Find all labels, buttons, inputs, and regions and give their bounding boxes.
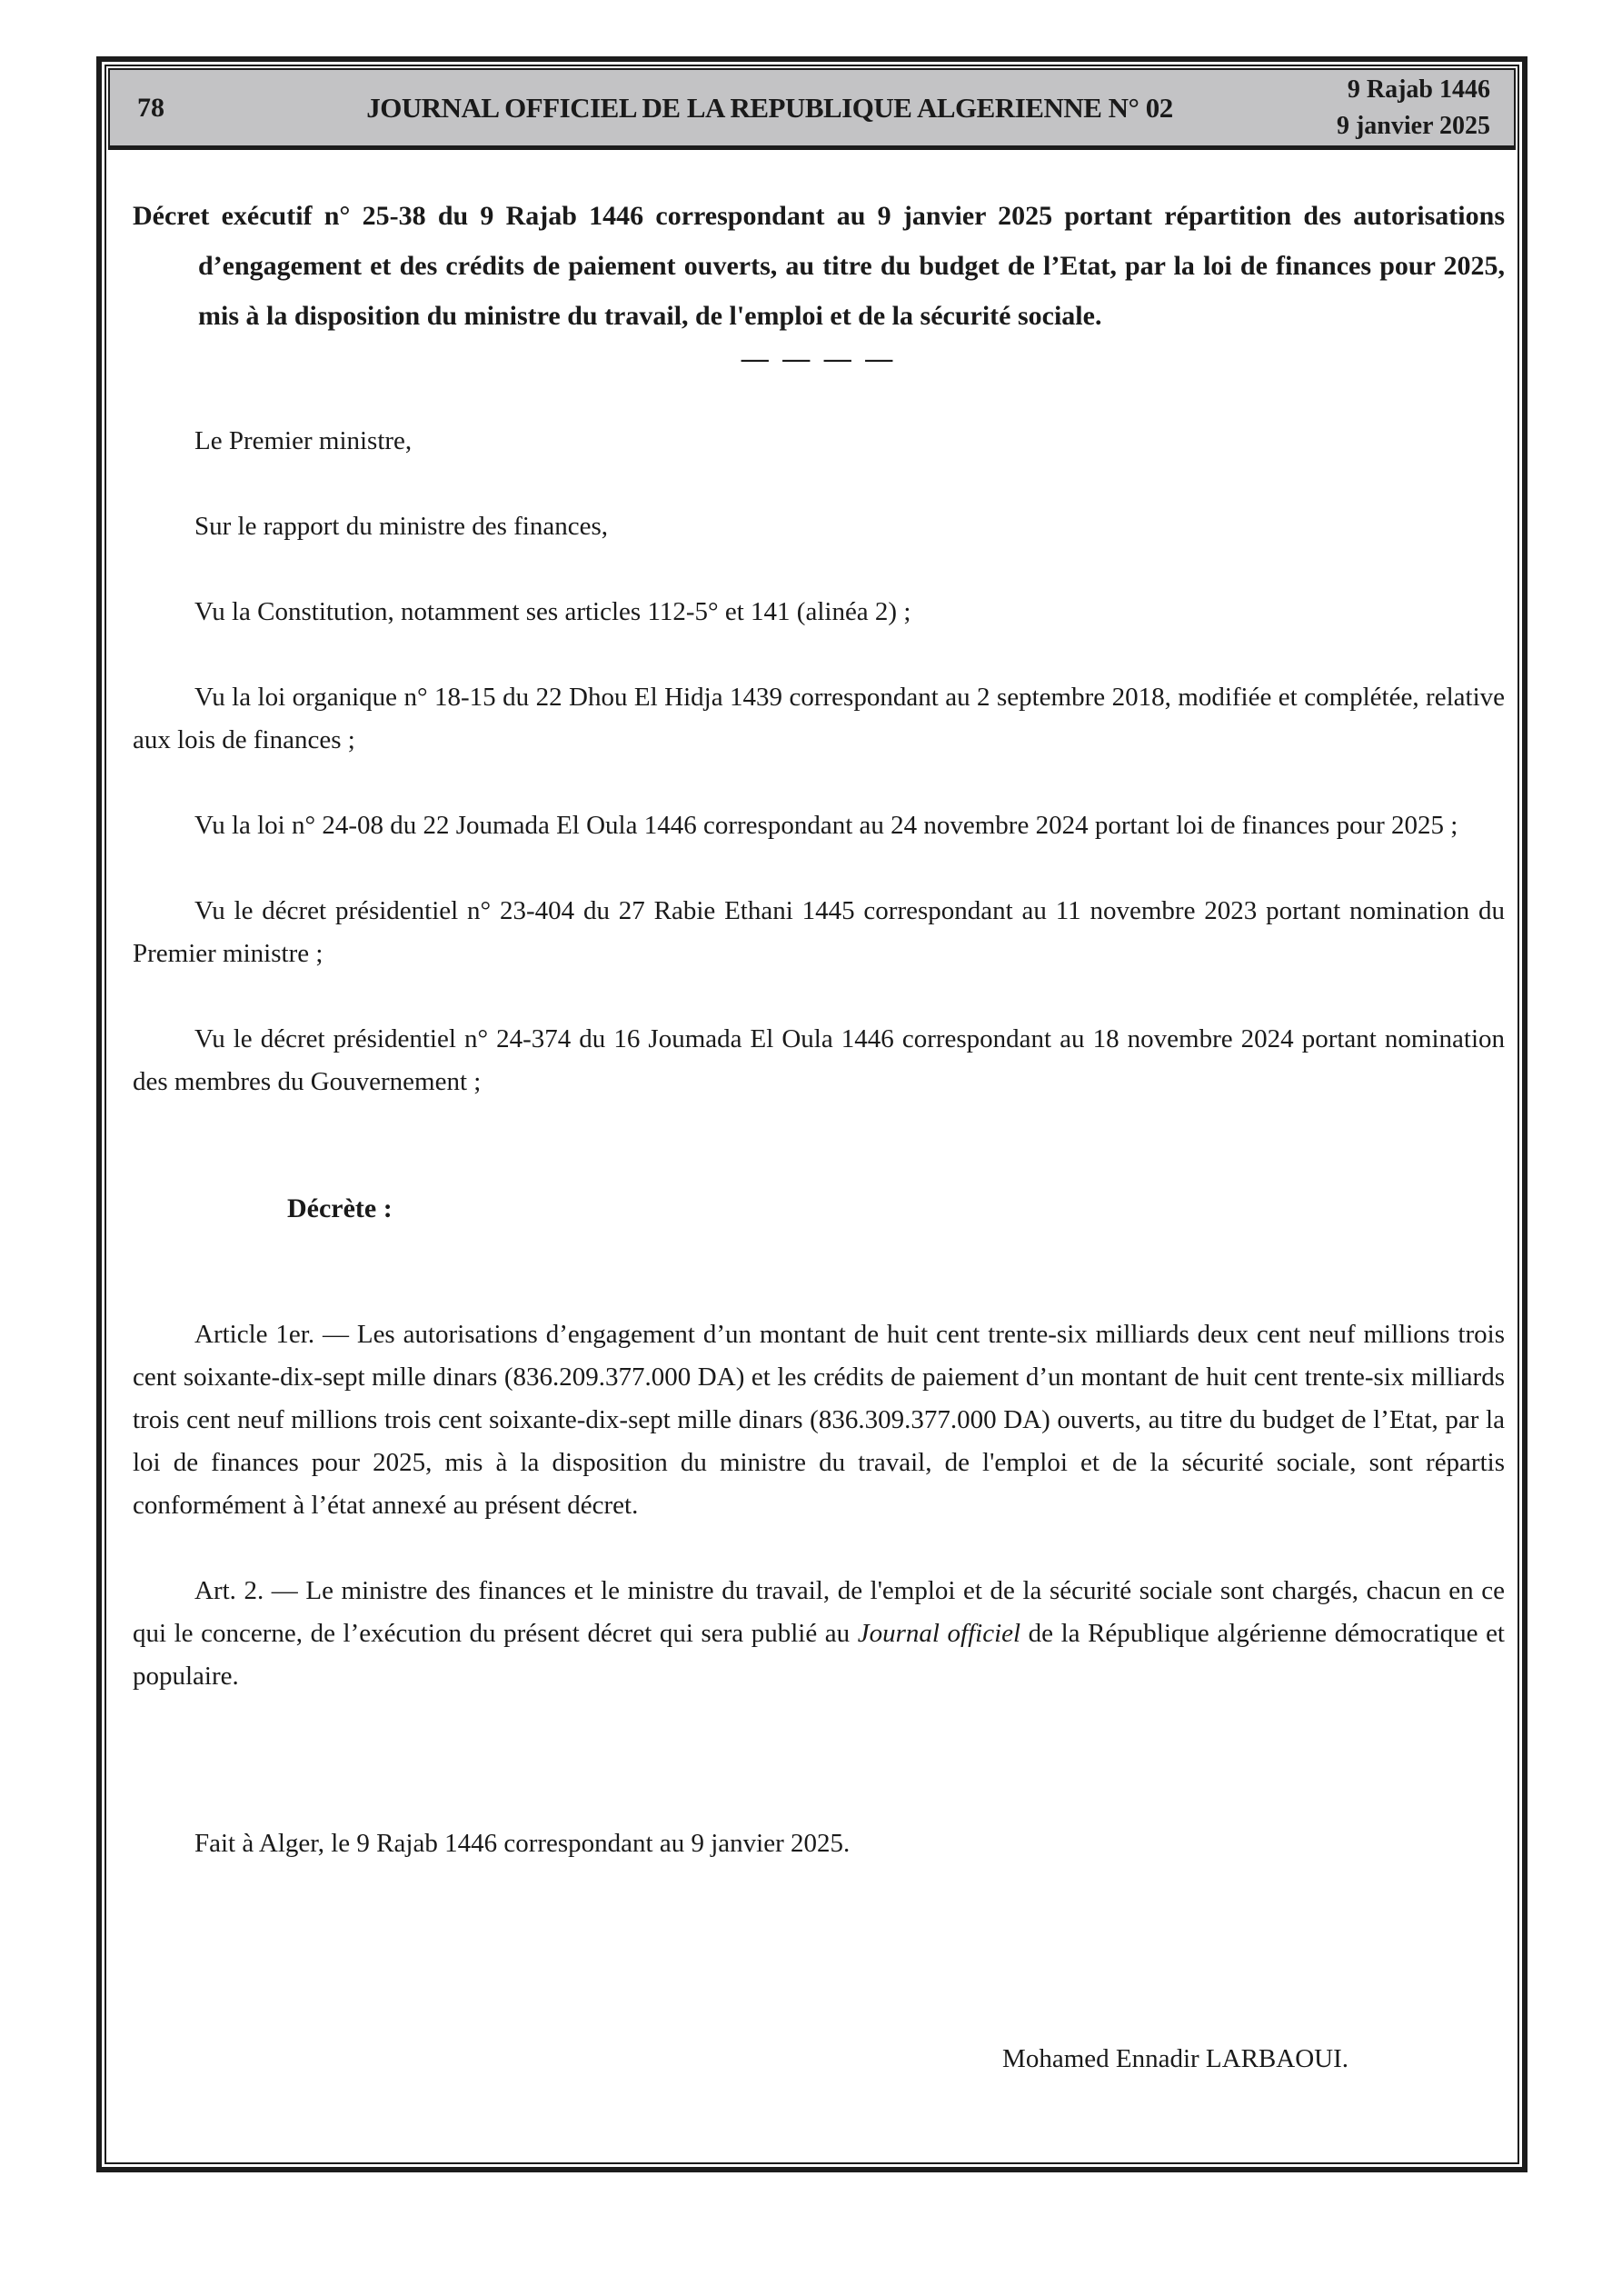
- preamble-paragraph: Sur le rapport du ministre des finances,: [194, 512, 609, 541]
- decree-title: Décret exécutif n° 25-38 du 9 Rajab 1446 correspondant au 9 janvier 2025 portant répartition des autorisations d’engagement et des crédits de paiement ouverts, au titre du budget de l’Etat, par la loi de finances pour 2025, mis à la disposition du ministre du travail, de l'emploi et de la sécurité sociale.: [133, 201, 1505, 331]
- article-2-text-before: Art. 2. — Le ministre des finances et le ministre du travail, de l'emploi et de la sécurité sociale sont chargés, chacun en ce qui le concerne, de l’exécution du présent décret qui sera publié au: [133, 1576, 1505, 1648]
- signature-place-date: Fait à Alger, le 9 Rajab 1446 correspondant au 9 janvier 2025.: [194, 1829, 851, 1858]
- page-frame: [96, 56, 1527, 2172]
- preamble-paragraph: Vu le décret présidentiel n° 23-404 du 27 Rabie Ethani 1445 correspondant au 11 novembre 2023 portant nomination du Premier ministre ;: [133, 896, 1505, 968]
- article-1-paragraph: Article 1er. — Les autorisations d’engagement d’un montant de huit cent trente-six milliards deux cent neuf millions trois cent soixante-dix-sept mille dinars (836.209.377.000 DA) et les crédits de paiement d’un montant de huit cent trente-six milliards trois cent neuf millions trois cent soixante-dix-sept mille dinars (836.309.377.000 DA) ouverts, au titre du budget de l’Etat, par la loi de finances pour 2025, mis à la disposition du ministre du travail, de l'emploi et de la sécurité sociale, sont répartis conformément à l’état annexé au présent décret.: [133, 1320, 1505, 1520]
- preamble-paragraph: Vu la loi n° 24-08 du 22 Joumada El Oula 1446 correspondant au 24 novembre 2024 portant loi de finances pour 2025 ;: [194, 811, 1458, 840]
- section-separator-dashes: — — — —: [741, 344, 897, 374]
- decrete-label: Décrète :: [287, 1193, 393, 1223]
- preamble-paragraph: Le Premier ministre,: [194, 426, 413, 455]
- journal-header-bar: [108, 68, 1516, 150]
- inner-frame: [104, 65, 1519, 2164]
- page-number: 78: [137, 92, 164, 123]
- header-dates: [1337, 72, 1490, 145]
- decree-body: [106, 191, 1518, 2081]
- date-hijri: 9 Rajab 1446: [1347, 75, 1490, 104]
- article-2-text-after: de la République algérienne démocratique et populaire.: [133, 1619, 1505, 1691]
- preamble-paragraph: Vu le décret présidentiel n° 24-374 du 16 Joumada El Oula 1446 correspondant au 18 novembre 2024 portant nomination des membres du Gouvernement ;: [133, 1024, 1505, 1096]
- article-2-journal-officiel-italic: Journal officiel: [857, 1619, 1021, 1648]
- article-2-paragraph: [133, 1570, 1505, 1698]
- preamble-paragraph: Vu la loi organique n° 18-15 du 22 Dhou El Hidja 1439 correspondant au 2 septembre 2018, modifiée et complétée, relative aux lois de finances ;: [133, 683, 1505, 754]
- journal-title: JOURNAL OFFICIEL DE LA REPUBLIQUE ALGERIENNE N° 02: [366, 91, 1173, 124]
- signatory-name: Mohamed Ennadir LARBAOUI.: [1002, 2044, 1348, 2073]
- date-gregorian: 9 janvier 2025: [1336, 111, 1490, 140]
- preamble-paragraph: Vu la Constitution, notamment ses articles 112-5° et 141 (alinéa 2) ;: [194, 597, 911, 626]
